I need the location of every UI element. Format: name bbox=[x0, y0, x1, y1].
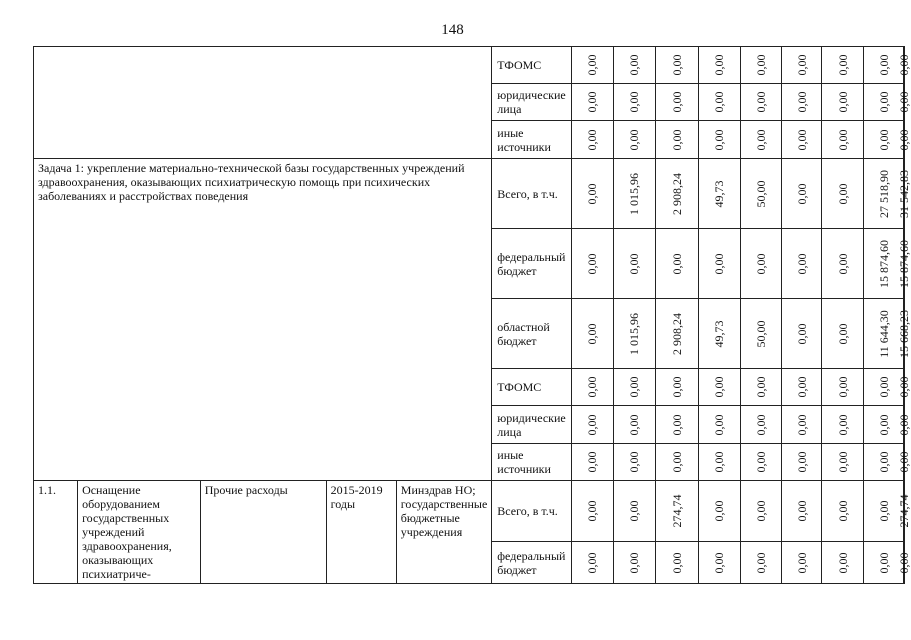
source-label: Всего, в т.ч. bbox=[492, 159, 571, 229]
value-cell: 0,00 bbox=[864, 542, 904, 584]
value-cell: 0,00 bbox=[740, 406, 782, 444]
value-cell: 0,00 bbox=[698, 542, 740, 584]
value-cell: 0,00 bbox=[740, 229, 782, 299]
value-cell: 49,73 bbox=[698, 299, 740, 369]
value-cell: 0,00 bbox=[656, 369, 699, 406]
value-cell: 0,00 bbox=[782, 47, 822, 84]
value-cell: 0,00 bbox=[822, 299, 864, 369]
value-cell: 0,00 bbox=[822, 444, 864, 481]
value-cell: 0,00 bbox=[740, 84, 782, 121]
value-cell: 0,00 bbox=[782, 229, 822, 299]
value-cell: 274,74 bbox=[904, 481, 905, 542]
value-cell: 0,00 bbox=[656, 406, 699, 444]
value-cell: 15 874,60 bbox=[904, 229, 905, 299]
value-cell: 0,00 bbox=[571, 47, 613, 84]
value-cell: 0,00 bbox=[740, 481, 782, 542]
value-cell: 0,00 bbox=[571, 481, 613, 542]
source-label: юридические лица bbox=[492, 406, 571, 444]
value-cell: 0,00 bbox=[656, 542, 699, 584]
value-cell: 0,00 bbox=[571, 406, 613, 444]
value-cell: 0,00 bbox=[613, 47, 656, 84]
value-cell: 0,00 bbox=[904, 406, 905, 444]
value-cell: 50,00 bbox=[740, 159, 782, 229]
source-label: федеральный бюджет bbox=[492, 229, 571, 299]
value-cell: 0,00 bbox=[656, 47, 699, 84]
value-cell: 0,00 bbox=[740, 542, 782, 584]
value-cell: 0,00 bbox=[864, 121, 904, 159]
value-cell: 0,00 bbox=[571, 369, 613, 406]
source-label: юридические лица bbox=[492, 84, 571, 121]
value-cell: 0,00 bbox=[822, 159, 864, 229]
value-cell: 0,00 bbox=[904, 121, 905, 159]
value-cell: 0,00 bbox=[698, 84, 740, 121]
value-cell: 27 518,90 bbox=[864, 159, 904, 229]
source-label: федеральный бюджет bbox=[492, 542, 571, 584]
value-cell: 0,00 bbox=[782, 406, 822, 444]
value-cell: 50,00 bbox=[740, 299, 782, 369]
value-cell: 0,00 bbox=[782, 159, 822, 229]
value-cell: 0,00 bbox=[782, 369, 822, 406]
value-cell: 0,00 bbox=[740, 121, 782, 159]
expense-type: Прочие расходы bbox=[200, 481, 326, 584]
executor: Минздрав НО; государственные бюджетные учреждения bbox=[396, 481, 491, 584]
value-cell: 31 542,83 bbox=[904, 159, 905, 229]
value-cell: 0,00 bbox=[904, 369, 905, 406]
continued-cell bbox=[34, 47, 492, 159]
value-cell: 0,00 bbox=[656, 84, 699, 121]
value-cell: 0,00 bbox=[571, 84, 613, 121]
value-cell: 274,74 bbox=[656, 481, 699, 542]
value-cell: 0,00 bbox=[822, 47, 864, 84]
value-cell: 0,00 bbox=[571, 159, 613, 229]
value-cell: 0,00 bbox=[782, 542, 822, 584]
value-cell: 0,00 bbox=[613, 406, 656, 444]
value-cell: 0,00 bbox=[864, 406, 904, 444]
budget-table bbox=[33, 46, 911, 584]
value-cell: 0,00 bbox=[782, 121, 822, 159]
source-label: Всего, в т.ч. bbox=[492, 481, 571, 542]
value-cell: 0,00 bbox=[613, 229, 656, 299]
value-cell: 0,00 bbox=[904, 542, 905, 584]
page-number: 148 bbox=[441, 22, 464, 38]
item-name: Оснащение оборудованием государственных учреждений здравоохранения, оказывающих психиатриче- bbox=[78, 481, 201, 584]
value-cell: 2 908,24 bbox=[656, 299, 699, 369]
value-cell: 0,00 bbox=[822, 121, 864, 159]
value-cell: 0,00 bbox=[864, 47, 904, 84]
value-cell: 0,00 bbox=[782, 481, 822, 542]
value-cell: 0,00 bbox=[740, 47, 782, 84]
value-cell: 0,00 bbox=[656, 444, 699, 481]
source-label: ТФОМС bbox=[492, 47, 571, 84]
value-cell: 0,00 bbox=[864, 84, 904, 121]
source-label: иные источники bbox=[492, 444, 571, 481]
value-cell: 0,00 bbox=[782, 299, 822, 369]
value-cell: 0,00 bbox=[822, 369, 864, 406]
value-cell: 0,00 bbox=[698, 481, 740, 542]
value-cell: 0,00 bbox=[698, 47, 740, 84]
value-cell: 0,00 bbox=[698, 444, 740, 481]
value-cell: 0,00 bbox=[822, 406, 864, 444]
period: 2015-2019 годы bbox=[326, 481, 396, 584]
value-cell: 0,00 bbox=[571, 229, 613, 299]
value-cell: 0,00 bbox=[904, 47, 905, 84]
value-cell: 0,00 bbox=[904, 444, 905, 481]
value-cell: 0,00 bbox=[698, 369, 740, 406]
value-cell: 0,00 bbox=[571, 542, 613, 584]
value-cell: 0,00 bbox=[782, 84, 822, 121]
value-cell: 15 668,23 bbox=[904, 299, 905, 369]
value-cell: 1 015,96 bbox=[613, 299, 656, 369]
value-cell: 49,73 bbox=[698, 159, 740, 229]
value-cell: 0,00 bbox=[822, 229, 864, 299]
value-cell: 15 874,60 bbox=[864, 229, 904, 299]
value-cell: 0,00 bbox=[782, 444, 822, 481]
source-label: областной бюджет bbox=[492, 299, 571, 369]
value-cell: 0,00 bbox=[822, 84, 864, 121]
value-cell: 0,00 bbox=[613, 542, 656, 584]
source-label: иные источники bbox=[492, 121, 571, 159]
value-cell: 0,00 bbox=[698, 406, 740, 444]
value-cell: 0,00 bbox=[740, 444, 782, 481]
value-cell: 0,00 bbox=[904, 84, 905, 121]
item-number: 1.1. bbox=[34, 481, 78, 584]
value-cell: 2 908,24 bbox=[656, 159, 699, 229]
value-cell: 0,00 bbox=[571, 299, 613, 369]
value-cell: 0,00 bbox=[864, 369, 904, 406]
value-cell: 0,00 bbox=[822, 542, 864, 584]
source-label: ТФОМС bbox=[492, 369, 571, 406]
value-cell: 0,00 bbox=[613, 369, 656, 406]
task-1-description: Задача 1: укрепление материально-технической базы государственных учреждений здравоохранения, оказывающих психиатрическую помощь при психических заболеваниях и расстройствах поведения bbox=[34, 159, 492, 481]
value-cell: 0,00 bbox=[864, 444, 904, 481]
value-cell: 0,00 bbox=[571, 444, 613, 481]
value-cell: 1 015,96 bbox=[613, 159, 656, 229]
value-cell: 0,00 bbox=[613, 481, 656, 542]
value-cell: 0,00 bbox=[656, 121, 699, 159]
value-cell: 0,00 bbox=[613, 444, 656, 481]
value-cell: 0,00 bbox=[698, 121, 740, 159]
value-cell: 11 644,30 bbox=[864, 299, 904, 369]
value-cell: 0,00 bbox=[822, 481, 864, 542]
value-cell: 0,00 bbox=[864, 481, 904, 542]
value-cell: 0,00 bbox=[571, 121, 613, 159]
value-cell: 0,00 bbox=[656, 229, 699, 299]
value-cell: 0,00 bbox=[613, 121, 656, 159]
value-cell: 0,00 bbox=[698, 229, 740, 299]
value-cell: 0,00 bbox=[740, 369, 782, 406]
value-cell: 0,00 bbox=[613, 84, 656, 121]
